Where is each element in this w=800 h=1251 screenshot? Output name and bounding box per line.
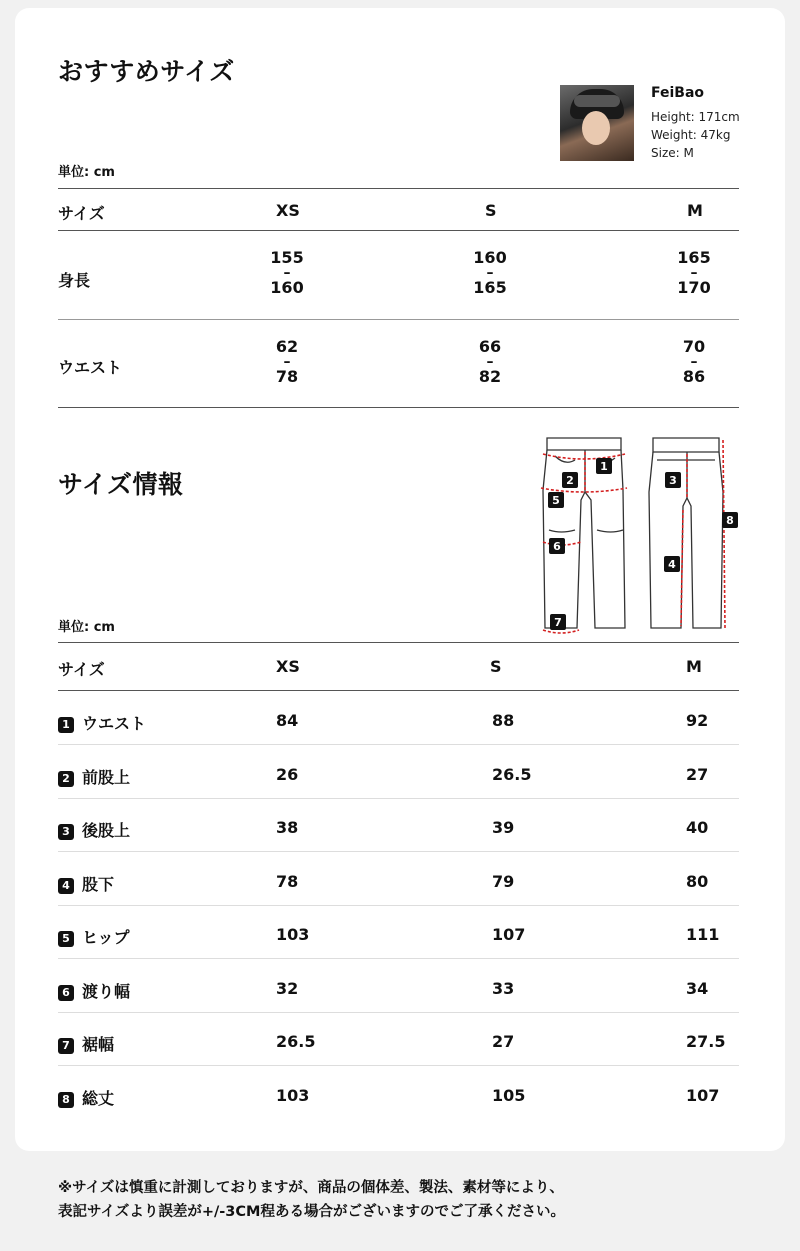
info-header-s: S xyxy=(490,657,502,676)
header-m: M xyxy=(687,201,703,220)
row-divider xyxy=(58,958,739,959)
diagram-markers xyxy=(548,458,738,630)
row-number-badge: 6 xyxy=(58,985,74,1001)
row-label-text: ヒップ xyxy=(82,928,130,947)
info-cell: 79 xyxy=(492,871,515,891)
info-cell: 26.5 xyxy=(492,764,532,784)
info-cell: 27 xyxy=(492,1032,515,1051)
info-cell: 27.5 xyxy=(686,1032,726,1051)
info-cell: 107 xyxy=(492,925,526,944)
info-row-label xyxy=(58,765,130,788)
footnote-line-1: ※サイズは慎重に計測しておりますが、商品の個体差、製法、素材等により、 xyxy=(58,1180,564,1196)
info-cell: 103 xyxy=(276,1085,310,1105)
row-divider xyxy=(58,1012,739,1013)
info-cell: 26.5 xyxy=(276,1032,316,1051)
info-header-size-label: サイズ xyxy=(58,660,105,679)
svg-text:1: 1 xyxy=(600,460,608,473)
svg-text:6: 6 xyxy=(553,540,561,553)
model-photo xyxy=(560,85,634,161)
svg-text:3: 3 xyxy=(669,474,677,487)
svg-text:4: 4 xyxy=(668,558,676,571)
info-row-label xyxy=(58,979,130,1002)
row-number-badge: 5 xyxy=(58,931,74,947)
waist-m: 70 – 86 xyxy=(682,337,706,386)
info-cell: 111 xyxy=(686,925,720,944)
divider xyxy=(58,642,739,643)
info-cell: 39 xyxy=(492,818,515,837)
row-label-text: 前股上 xyxy=(82,767,131,787)
info-row-label xyxy=(58,818,130,841)
height-m: 165 – 170 xyxy=(677,248,711,297)
info-cell: 105 xyxy=(492,1085,526,1105)
size-info-unit: 単位: cm xyxy=(58,620,115,635)
row-label-text: ウエスト xyxy=(82,714,147,733)
divider xyxy=(58,407,739,408)
info-cell: 27 xyxy=(686,764,709,784)
info-cell: 34 xyxy=(686,978,709,998)
row-label-text: 渡り幅 xyxy=(82,981,131,1001)
row-divider xyxy=(58,851,739,852)
row-divider xyxy=(58,798,739,799)
info-header-xs: XS xyxy=(276,657,300,676)
info-cell: 84 xyxy=(276,711,299,730)
height-xs: 155 – 160 xyxy=(270,248,304,297)
info-cell: 88 xyxy=(492,711,515,730)
svg-text:8: 8 xyxy=(726,514,734,527)
info-cell: 80 xyxy=(686,871,709,891)
row-label-text: 後股上 xyxy=(82,821,131,840)
info-row-label xyxy=(58,872,114,895)
model-size: Size: M xyxy=(651,146,694,160)
row-label-text: 裾幅 xyxy=(82,1035,115,1054)
footnote xyxy=(58,1176,565,1224)
row-number-badge: 4 xyxy=(58,878,74,894)
info-header-m: M xyxy=(686,657,702,676)
header-s: S xyxy=(485,201,497,220)
info-cell: 103 xyxy=(276,925,310,944)
info-cell: 33 xyxy=(492,978,515,998)
model-height: Height: 171cm xyxy=(651,110,740,124)
row-number-badge: 8 xyxy=(58,1092,74,1108)
info-row-label xyxy=(58,925,130,948)
svg-text:2: 2 xyxy=(566,474,574,487)
info-cell: 38 xyxy=(276,818,299,837)
row-divider xyxy=(58,1065,739,1066)
info-cell: 107 xyxy=(686,1085,720,1105)
size-info-title: サイズ情報 xyxy=(58,470,184,499)
info-cell: 78 xyxy=(276,871,299,891)
row-number-badge: 7 xyxy=(58,1038,74,1054)
row-number-badge: 2 xyxy=(58,771,74,787)
info-row-label xyxy=(58,1086,114,1109)
recommended-unit: 単位: cm xyxy=(58,165,115,180)
row-number-badge: 1 xyxy=(58,717,74,733)
divider xyxy=(58,690,739,691)
row-label-text: 股下 xyxy=(82,874,115,894)
waist-s: 66 – 82 xyxy=(478,337,502,386)
waist-xs: 62 – 78 xyxy=(275,337,299,386)
header-xs: XS xyxy=(276,201,300,220)
row-number-badge: 3 xyxy=(58,824,74,840)
footnote-line-2: 表記サイズより誤差が+/-3CM程ある場合がございますのでご了承ください。 xyxy=(58,1204,565,1220)
row-label-height: 身長 xyxy=(58,271,91,290)
row-divider xyxy=(58,905,739,906)
header-size-label: サイズ xyxy=(58,204,105,223)
height-s: 160 – 165 xyxy=(473,248,507,297)
info-cell: 92 xyxy=(686,711,709,730)
pants-diagram xyxy=(525,430,750,640)
row-label-waist: ウエスト xyxy=(58,358,123,377)
divider xyxy=(58,230,739,231)
row-divider xyxy=(58,744,739,745)
divider xyxy=(58,188,739,189)
info-cell: 32 xyxy=(276,978,299,998)
recommended-size-title: おすすめサイズ xyxy=(58,57,235,86)
info-row-label xyxy=(58,711,146,734)
row-label-text: 総丈 xyxy=(82,1088,115,1108)
info-cell: 26 xyxy=(276,764,299,784)
info-cell: 40 xyxy=(686,818,709,837)
info-row-label xyxy=(58,1032,114,1055)
svg-text:5: 5 xyxy=(552,494,560,507)
model-name: FeiBao xyxy=(651,85,705,101)
model-weight: Weight: 47kg xyxy=(651,128,731,142)
divider xyxy=(58,319,739,320)
svg-text:7: 7 xyxy=(554,616,562,629)
